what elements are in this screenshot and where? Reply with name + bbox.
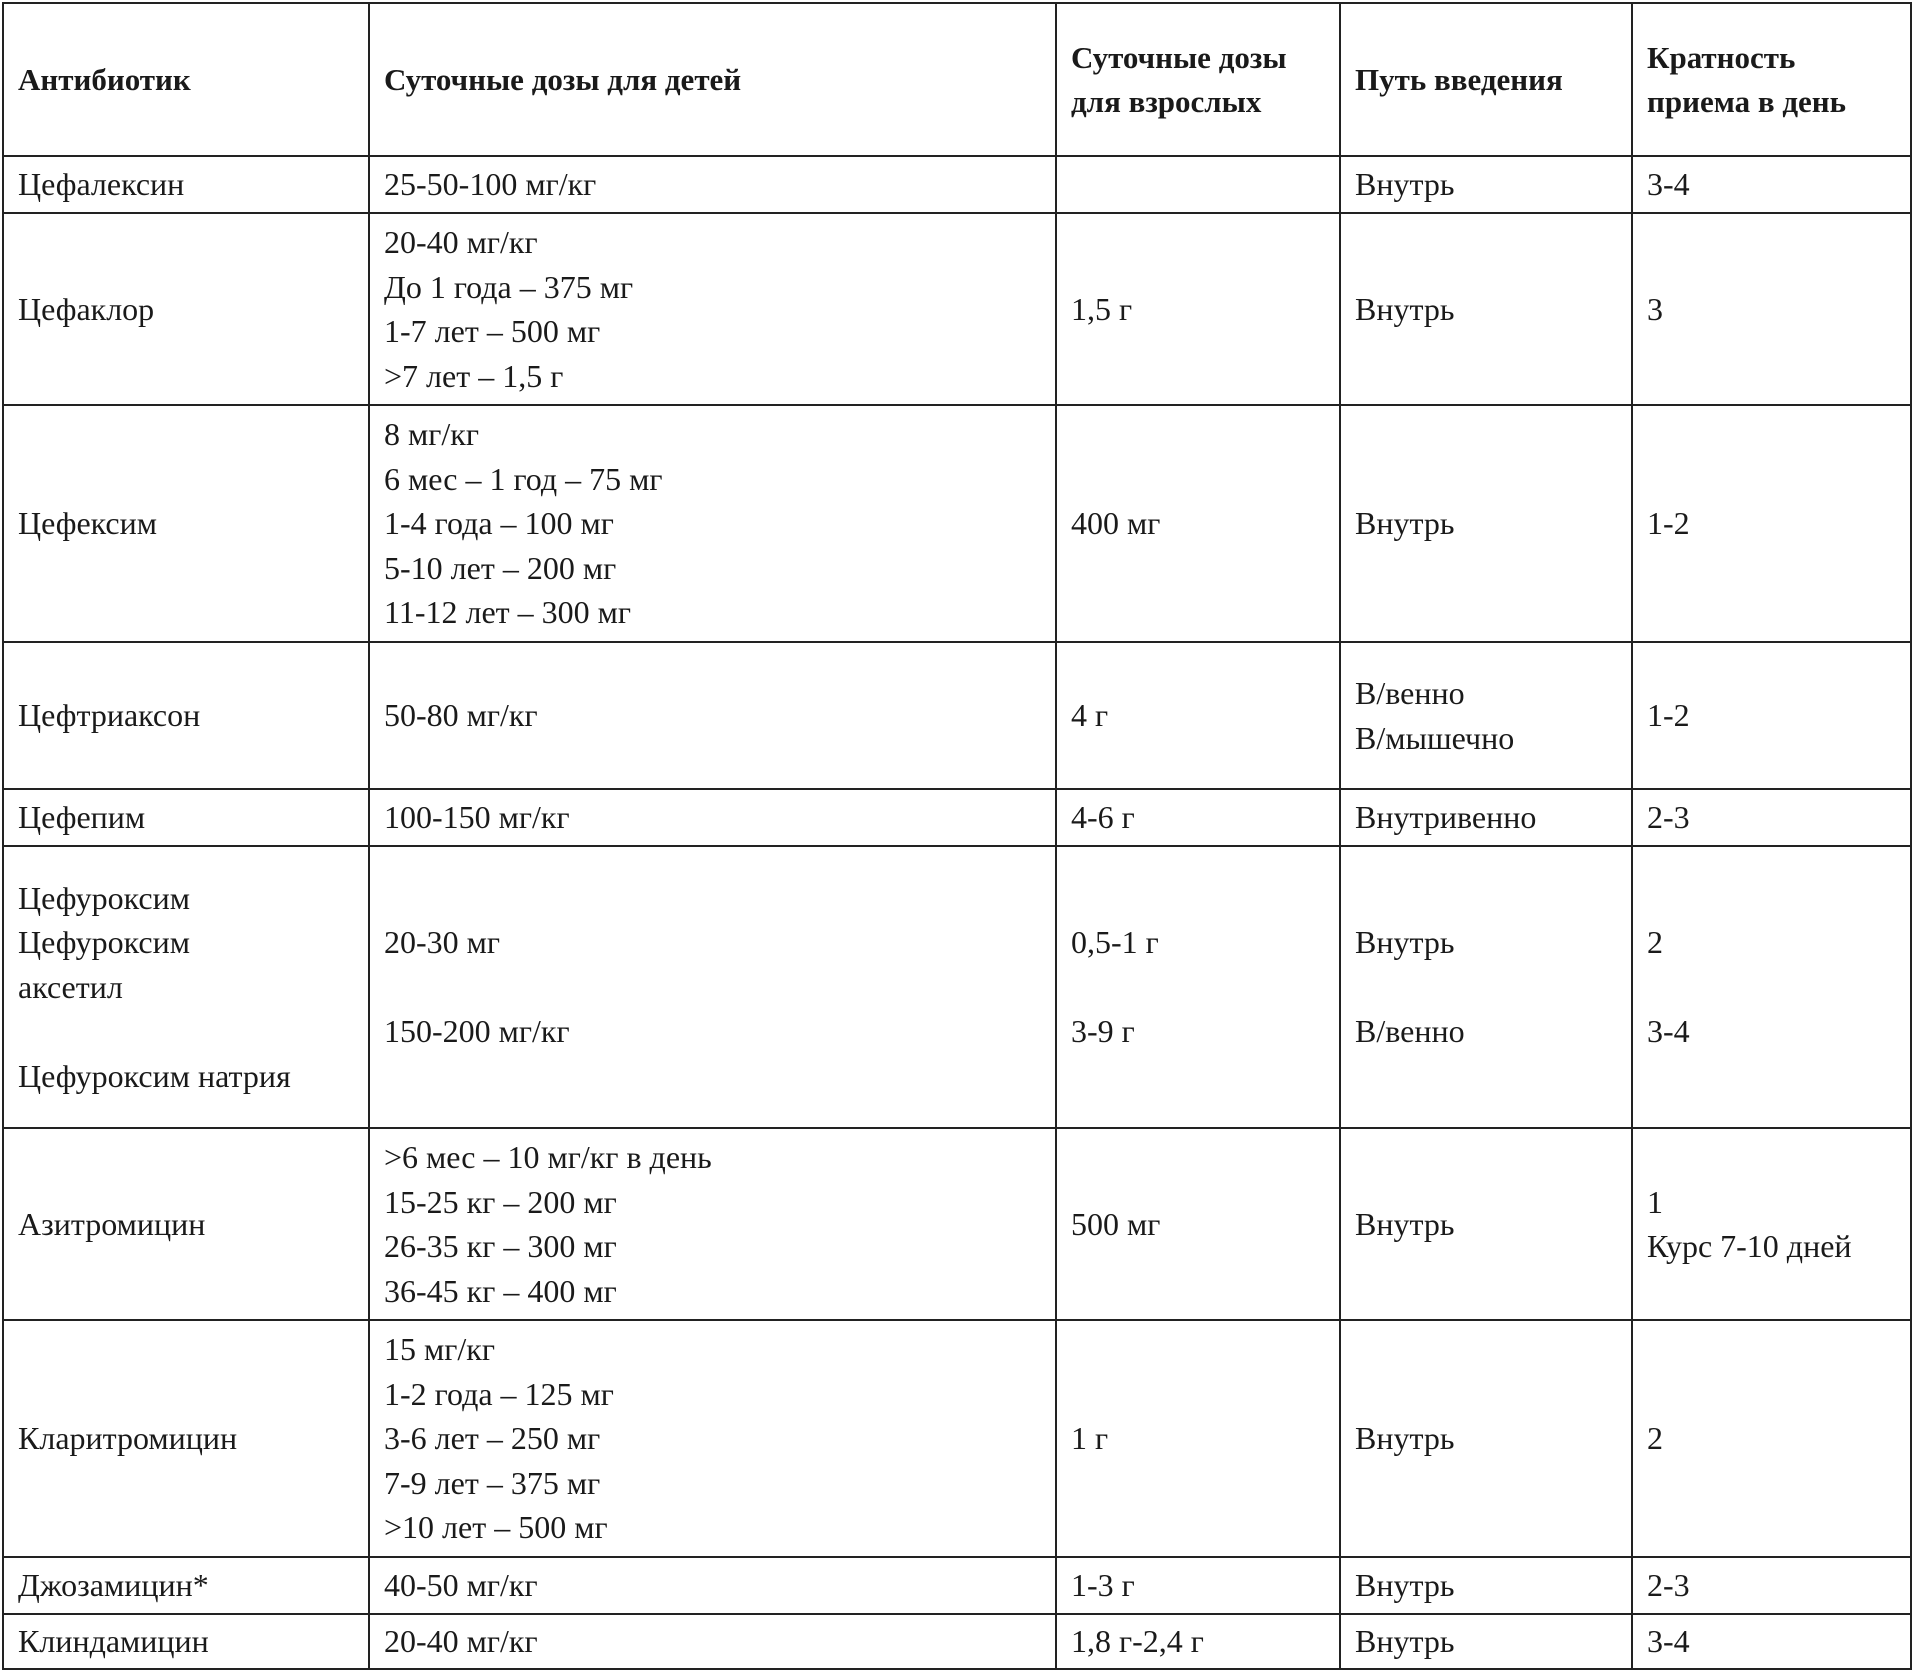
antibiotic-cell	[3, 642, 369, 789]
antibiotic-cell	[3, 789, 369, 846]
child-dose-cell	[369, 1320, 1056, 1557]
header-frequency	[1632, 3, 1911, 156]
cell-line: Внутрь	[1355, 1205, 1455, 1242]
cell-line: 1-3 г	[1071, 1567, 1135, 1604]
cell-line: >6 мес – 10 мг/кг в день	[384, 1139, 712, 1175]
cell-line: Внутрь	[1355, 924, 1455, 961]
frequency-cell	[1632, 213, 1911, 405]
route-cell	[1340, 1557, 1632, 1614]
header-route	[1340, 3, 1632, 156]
frequency-cell	[1632, 789, 1911, 846]
cell-line: Путь введения	[1355, 61, 1563, 97]
cell-line: 1,5 г	[1071, 290, 1133, 327]
cell-line: В/венно	[1355, 675, 1465, 711]
cell-line: Клиндамицин	[18, 1623, 209, 1660]
child-dose-cell	[369, 846, 1056, 1128]
cell-line: 3	[1647, 290, 1663, 327]
antibiotic-cell	[3, 1128, 369, 1320]
cell-line: 2-3	[1647, 1567, 1690, 1604]
cell-line: 500 мг	[1071, 1205, 1161, 1242]
cell-line: 150-200 мг/кг	[384, 1013, 570, 1050]
adult-dose-cell	[1056, 846, 1340, 1128]
route-cell	[1340, 1614, 1632, 1669]
cell-line: 7-9 лет – 375 мг	[384, 1464, 601, 1501]
header-antibiotic	[3, 3, 369, 156]
cell-line: 1-2	[1647, 697, 1690, 734]
cell-line: Цефуроксим	[18, 879, 190, 916]
cell-line: 26-35 кг – 300 мг	[384, 1228, 617, 1264]
cell-line: Цефексим	[18, 505, 157, 542]
cell-line: 40-50 мг/кг	[384, 1567, 538, 1604]
route-cell	[1340, 642, 1632, 789]
cell-line: 4-6 г	[1071, 799, 1135, 836]
table-row	[3, 846, 1911, 1128]
route-cell	[1340, 789, 1632, 846]
frequency-cell	[1632, 846, 1911, 1128]
table-row	[3, 1614, 1911, 1669]
cell-line: Внутрь	[1355, 1420, 1455, 1457]
route-cell	[1340, 1320, 1632, 1557]
antibiotic-cell	[3, 846, 369, 1128]
cell-line: 4 г	[1071, 697, 1109, 734]
cell-line: 1-4 года – 100 мг	[384, 505, 614, 542]
table-body	[3, 156, 1911, 1669]
adult-dose-cell	[1056, 1320, 1340, 1557]
adult-dose-cell	[1056, 1614, 1340, 1669]
adult-dose-cell	[1056, 156, 1340, 213]
cell-line: 3-6 лет – 250 мг	[384, 1420, 601, 1457]
line-spacer	[1071, 162, 1325, 207]
frequency-cell	[1632, 642, 1911, 789]
cell-line: 100-150 мг/кг	[384, 799, 570, 836]
child-dose-cell	[369, 405, 1056, 642]
adult-dose-cell	[1056, 642, 1340, 789]
cell-line: 15-25 кг – 200 мг	[384, 1183, 617, 1220]
adult-dose-cell	[1056, 213, 1340, 405]
line-spacer	[1355, 965, 1617, 1010]
antibiotic-cell	[3, 1614, 369, 1669]
antibiotic-cell	[3, 405, 369, 642]
cell-line: В/венно	[1355, 1013, 1465, 1050]
antibiotic-cell	[3, 156, 369, 213]
header-child-doses	[369, 3, 1056, 156]
frequency-cell	[1632, 405, 1911, 642]
route-cell	[1340, 405, 1632, 642]
cell-line: 1-2 года – 125 мг	[384, 1375, 614, 1412]
cell-line: Внутрь	[1355, 290, 1455, 327]
cell-line: Кратность	[1647, 39, 1796, 75]
cell-line: 2-3	[1647, 799, 1690, 836]
cell-line: Цефтриаксон	[18, 697, 201, 734]
cell-line: 0,5-1 г	[1071, 924, 1159, 961]
table-row	[3, 789, 1911, 846]
line-spacer	[1647, 965, 1896, 1010]
cell-line: Джозамицин*	[18, 1567, 209, 1604]
antibiotic-cell	[3, 1557, 369, 1614]
child-dose-cell	[369, 1557, 1056, 1614]
cell-line: Внутривенно	[1355, 799, 1537, 836]
table-row	[3, 1320, 1911, 1557]
cell-line: 20-40 мг/кг	[384, 224, 538, 260]
line-spacer	[18, 1009, 354, 1054]
cell-line: >7 лет – 1,5 г	[384, 357, 564, 394]
cell-line: Внутрь	[1355, 1623, 1455, 1660]
header-adult-doses	[1056, 3, 1340, 156]
cell-line: 1 г	[1071, 1420, 1109, 1457]
cell-line: 1-2	[1647, 505, 1690, 542]
cell-line: Антибиотик	[18, 61, 191, 97]
cell-line: 2	[1647, 924, 1663, 961]
frequency-cell	[1632, 156, 1911, 213]
frequency-cell	[1632, 1128, 1911, 1320]
cell-line: 20-30 мг	[384, 924, 501, 961]
header-row	[3, 3, 1911, 156]
cell-line: 3-4	[1647, 166, 1690, 203]
antibiotic-cell	[3, 1320, 369, 1557]
route-cell	[1340, 213, 1632, 405]
frequency-cell	[1632, 1557, 1911, 1614]
cell-line: 400 мг	[1071, 505, 1161, 542]
cell-line: 2	[1647, 1420, 1663, 1457]
cell-line: 3-4	[1647, 1013, 1690, 1050]
cell-line: Внутрь	[1355, 1567, 1455, 1604]
cell-line: Цефалексин	[18, 166, 185, 203]
frequency-cell	[1632, 1320, 1911, 1557]
cell-line: 1,8 г-2,4 г	[1071, 1623, 1204, 1660]
cell-line: Цефуроксим	[18, 924, 190, 961]
cell-line: 50-80 мг/кг	[384, 697, 538, 734]
cell-line: В/мышечно	[1355, 719, 1515, 756]
cell-line: Внутрь	[1355, 166, 1455, 203]
frequency-cell	[1632, 1614, 1911, 1669]
antibiotic-dosage-table	[2, 2, 1912, 1670]
child-dose-cell	[369, 1614, 1056, 1669]
adult-dose-cell	[1056, 1557, 1340, 1614]
child-dose-cell	[369, 213, 1056, 405]
cell-line: Цефуроксим натрия	[18, 1057, 291, 1094]
cell-line: 36-45 кг – 400 мг	[384, 1272, 617, 1309]
child-dose-cell	[369, 156, 1056, 213]
cell-line: Цефаклор	[18, 290, 155, 327]
cell-line: Курс 7-10 дней	[1647, 1228, 1852, 1264]
cell-line: Суточные дозы для детей	[384, 61, 742, 97]
cell-line: 25-50-100 мг/кг	[384, 166, 597, 203]
cell-line: 8 мг/кг	[384, 416, 479, 453]
child-dose-cell	[369, 789, 1056, 846]
cell-line: для взрослых	[1071, 83, 1262, 119]
cell-line: Кларитромицин	[18, 1420, 238, 1457]
table-row	[3, 213, 1911, 405]
cell-line: Цефепим	[18, 799, 146, 836]
cell-line: 3-9 г	[1071, 1013, 1135, 1050]
cell-line: До 1 года – 375 мг	[384, 268, 634, 305]
child-dose-cell	[369, 1128, 1056, 1320]
cell-line: Суточные дозы	[1071, 39, 1287, 75]
cell-line: 20-40 мг/кг	[384, 1623, 538, 1660]
cell-line: 15 мг/кг	[384, 1331, 495, 1368]
adult-dose-cell	[1056, 405, 1340, 642]
line-spacer	[1071, 965, 1325, 1010]
cell-line: 11-12 лет – 300 мг	[384, 594, 631, 631]
cell-line: >10 лет – 500 мг	[384, 1509, 608, 1546]
route-cell	[1340, 156, 1632, 213]
cell-line: 3-4	[1647, 1623, 1690, 1660]
route-cell	[1340, 846, 1632, 1128]
cell-line: аксетил	[18, 968, 123, 1005]
table-row	[3, 405, 1911, 642]
table-row	[3, 642, 1911, 789]
line-spacer	[384, 965, 1041, 1010]
cell-line: Азитромицин	[18, 1205, 206, 1242]
cell-line: 6 мес – 1 год – 75 мг	[384, 460, 663, 497]
adult-dose-cell	[1056, 789, 1340, 846]
table-row	[3, 1128, 1911, 1320]
antibiotic-cell	[3, 213, 369, 405]
route-cell	[1340, 1128, 1632, 1320]
adult-dose-cell	[1056, 1128, 1340, 1320]
table-row	[3, 156, 1911, 213]
cell-line: 1	[1647, 1183, 1663, 1220]
table-row	[3, 1557, 1911, 1614]
child-dose-cell	[369, 642, 1056, 789]
cell-line: Внутрь	[1355, 505, 1455, 542]
cell-line: 5-10 лет – 200 мг	[384, 549, 617, 586]
cell-line: 1-7 лет – 500 мг	[384, 313, 601, 349]
cell-line: приема в день	[1647, 83, 1847, 119]
